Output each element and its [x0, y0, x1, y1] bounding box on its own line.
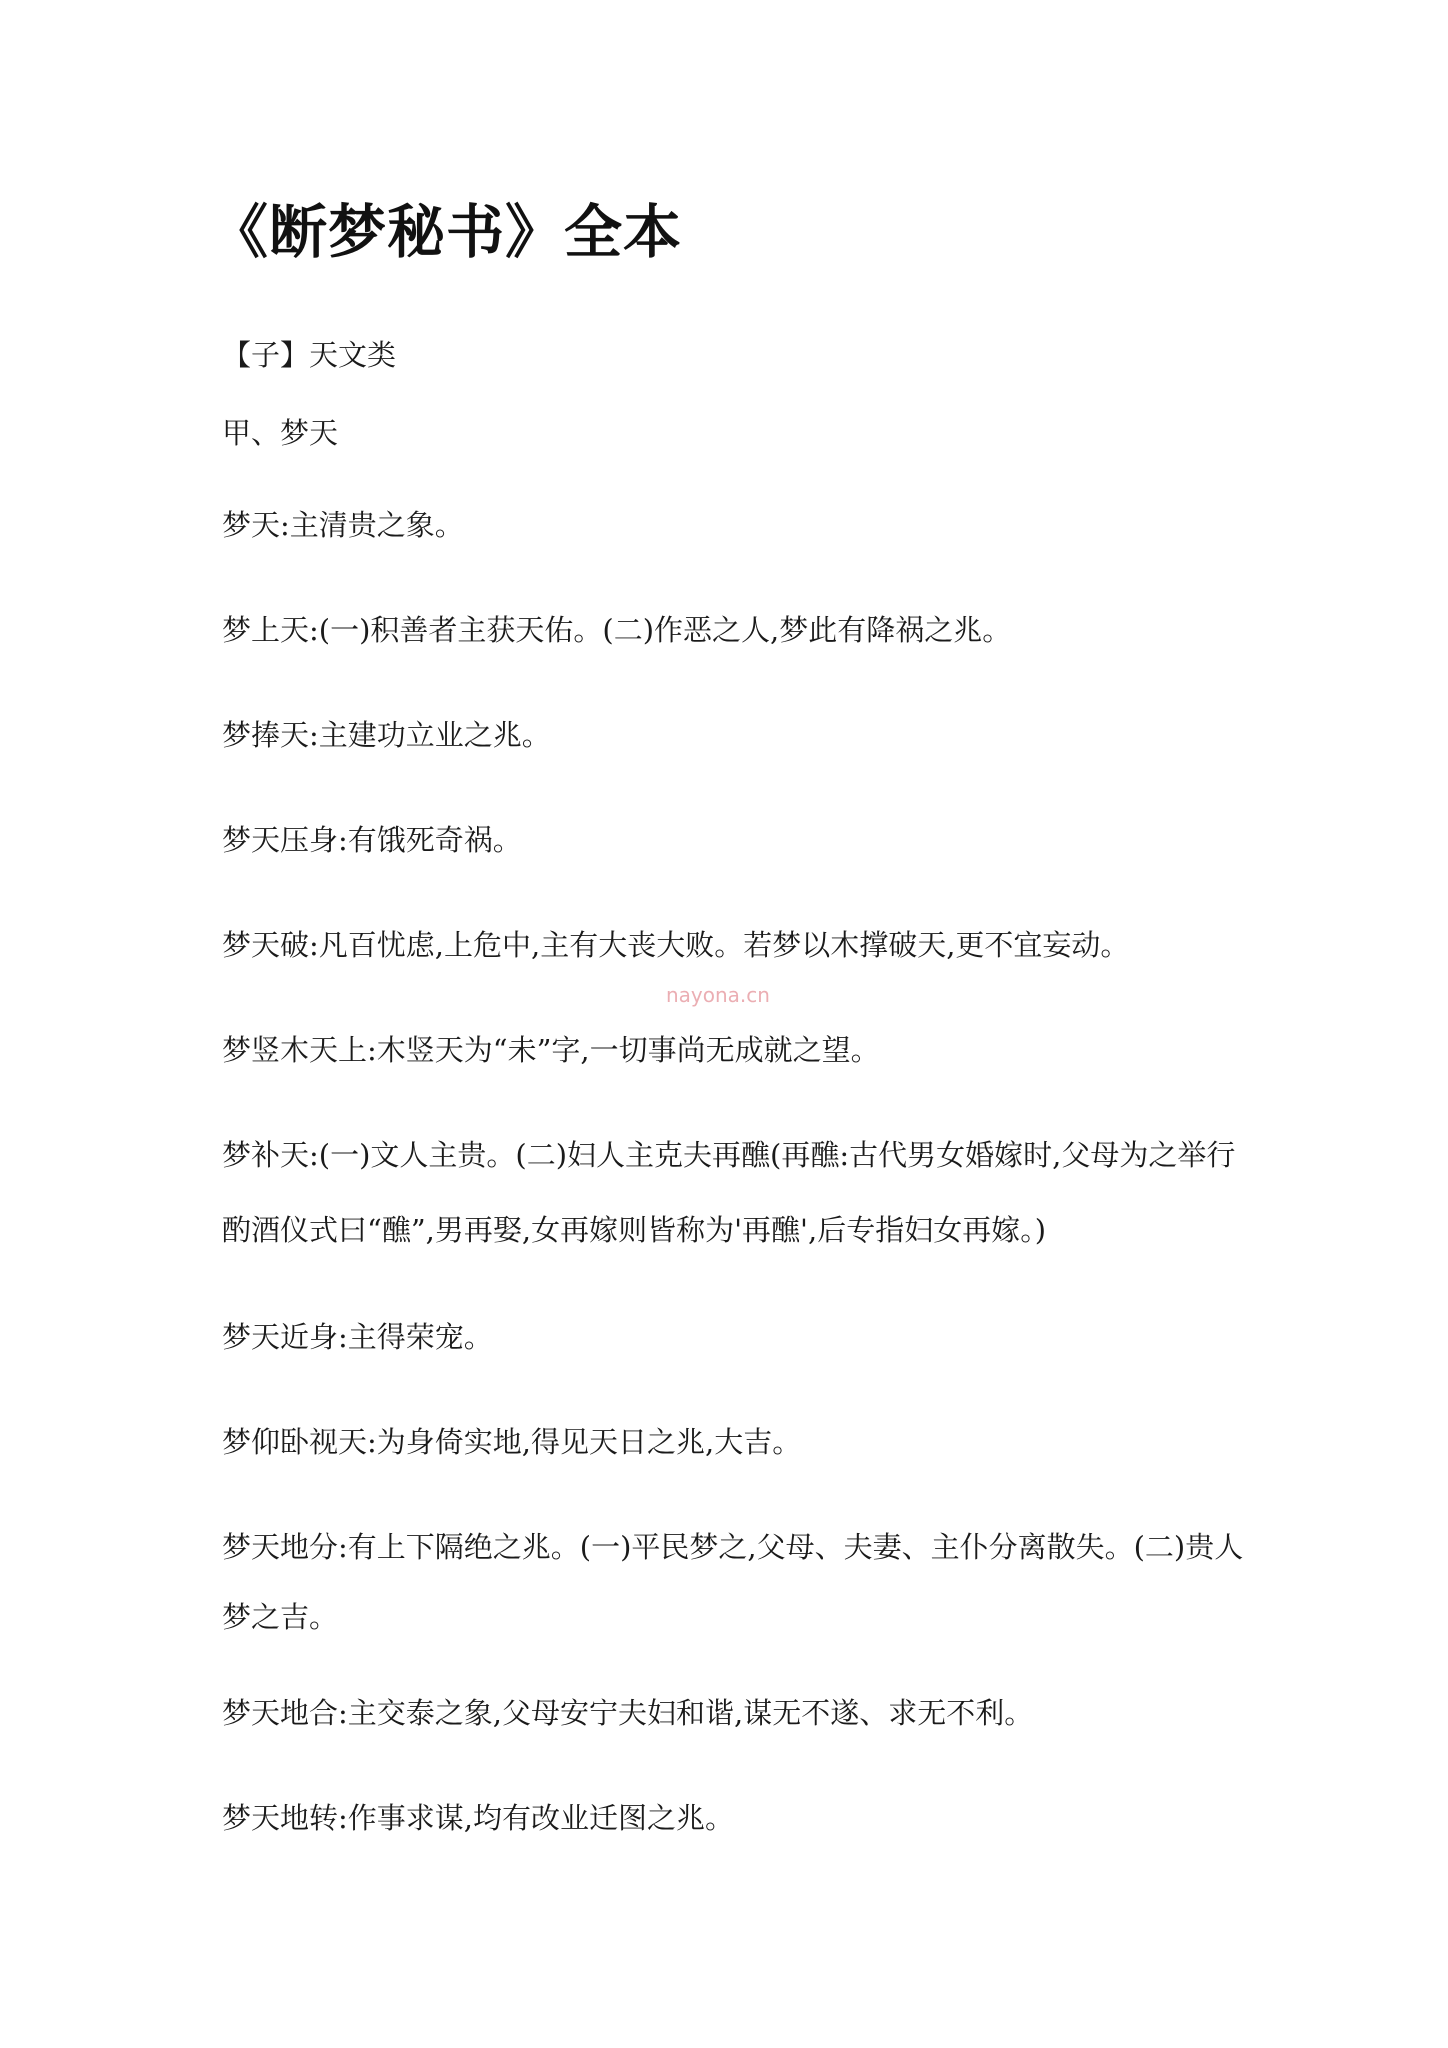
paragraph-line: 梦捧天:主建功立业之兆。 [222, 718, 551, 752]
paragraph-line: 梦上天:(一)积善者主获天佑。(二)作恶之人,梦此有降祸之兆。 [222, 613, 1012, 647]
paragraph-line: 梦仰卧视天:为身倚实地,得见天日之兆,大吉。 [222, 1425, 802, 1459]
paragraph-line: 梦之吉。 [222, 1600, 339, 1634]
paragraph-line: 梦天地合:主交泰之象,父母安宁夫妇和谐,谋无不遂、求无不利。 [222, 1696, 1034, 1730]
paragraph-line: 梦天地分:有上下隔绝之兆。(一)平民梦之,父母、夫妻、主仆分离散失。(二)贵人 [222, 1530, 1244, 1564]
watermark-text: nayona.cn [666, 983, 770, 1007]
paragraph-line: 酌酒仪式曰“醮”,男再娶,女再嫁则皆称为'再醮',后专指妇女再嫁。) [222, 1213, 1047, 1247]
subsection-heading: 甲、梦天 [222, 416, 339, 450]
paragraph-line: 梦天破:凡百忧虑,上危中,主有大丧大败。若梦以木撑破天,更不宜妄动。 [222, 928, 1130, 962]
paragraph-line: 梦补天:(一)文人主贵。(二)妇人主克夫再醮(再醮:古代男女婚嫁时,父母为之举行 [222, 1138, 1236, 1172]
paragraph-line: 梦天:主清贵之象。 [222, 508, 464, 542]
document-title: 《断梦秘书》全本 [210, 198, 683, 266]
paragraph-line: 梦天近身:主得荣宠。 [222, 1320, 493, 1354]
paragraph-line: 梦天压身:有饿死奇祸。 [222, 823, 522, 857]
paragraph-line: 梦竖木天上:木竖天为“未”字,一切事尚无成就之望。 [222, 1033, 880, 1067]
section-heading: 【子】天文类 [222, 338, 397, 372]
paragraph-line: 梦天地转:作事求谋,均有改业迁图之兆。 [222, 1801, 734, 1835]
